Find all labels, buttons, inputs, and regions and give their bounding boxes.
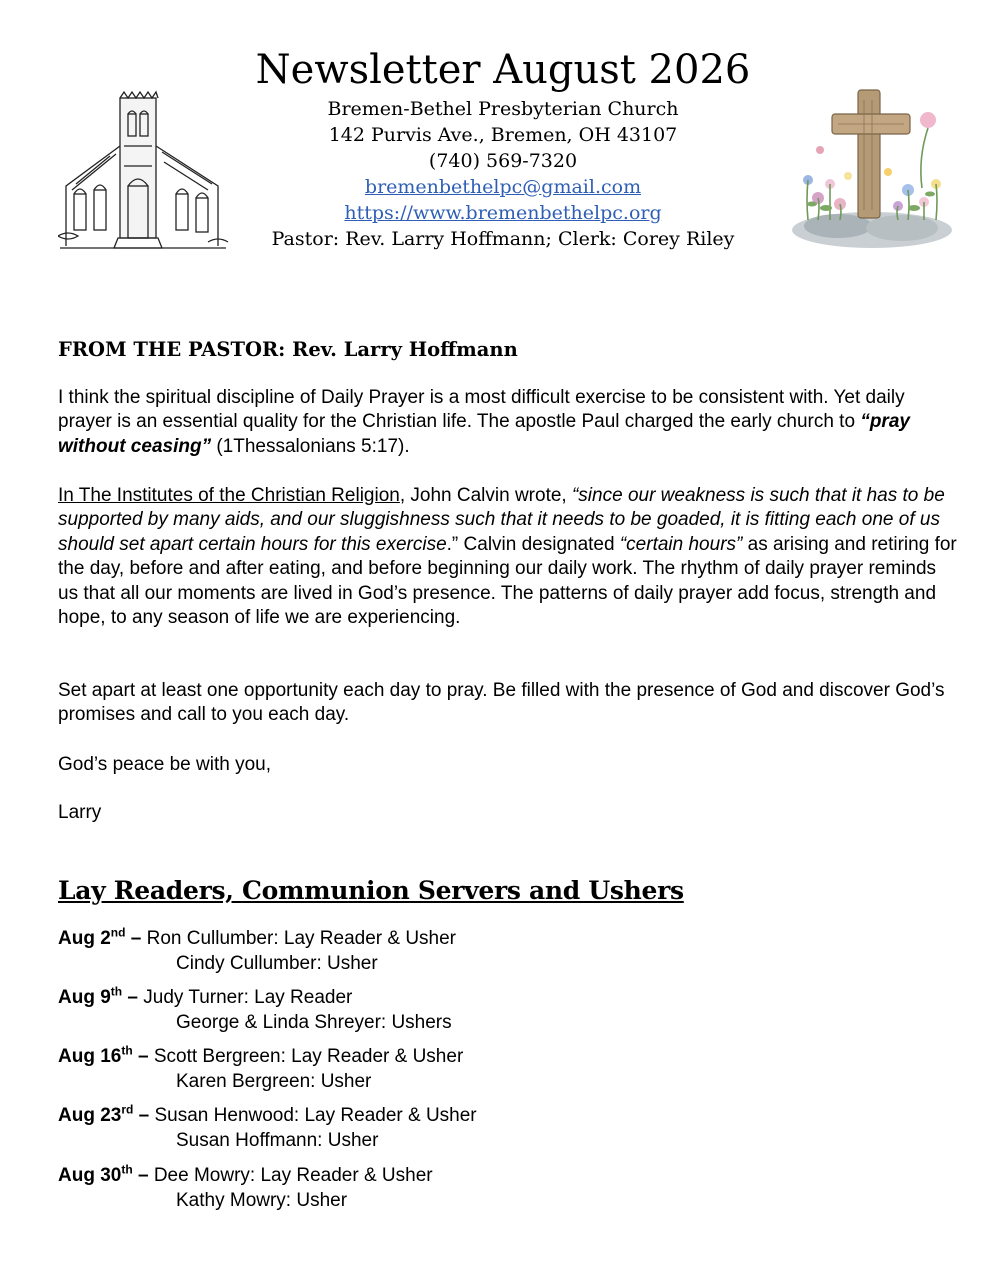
pastor-paragraph-3: Set apart at least one opportunity each day to pray. Be filled with the presence of God and discover God’s promises and call to you each day.	[58, 680, 945, 726]
schedule-entry: Aug 2nd – Ron Cullumber: Lay Reader & Usher Cindy Cullumber: Usher	[58, 925, 457, 974]
schedule-entry: Aug 16th – Scott Bergreen: Lay Reader & Usher Karen Bergreen: Usher	[58, 1043, 464, 1092]
church-illustration	[58, 86, 230, 256]
book-title: In The Institutes of the Christian Religion	[58, 485, 400, 506]
schedule-entry: Aug 23rd – Susan Henwood: Lay Reader & Usher Susan Hoffmann: Usher	[58, 1102, 477, 1151]
pastor-heading: FROM THE PASTOR: Rev. Larry Hoffmann	[58, 338, 518, 361]
church-name: Bremen-Bethel Presbyterian Church	[327, 98, 679, 120]
schedule-entry: Aug 30th – Dee Mowry: Lay Reader & Usher Kathy Mowry: Usher	[58, 1162, 433, 1211]
pastor-closing: God’s peace be with you,	[58, 754, 272, 775]
church-address: 142 Purvis Ave., Bremen, OH 43107	[328, 124, 678, 146]
pastor-paragraph-1: I think the spiritual discipline of Daily Prayer is a most difficult exercise to be consistent with. Yet daily prayer is an essential quality for the Christian life. The apostle Paul charged the early church to “pray without ceasing” (1Thessalonians 5:17).	[58, 387, 910, 457]
church-phone: (740) 569-7320	[428, 150, 578, 172]
website-link[interactable]: https://www.bremenbethelpc.org	[344, 202, 662, 224]
masthead	[230, 44, 776, 252]
lay-readers-heading: Lay Readers, Communion Servers and Ushers	[58, 876, 684, 905]
schedule-entry: Aug 9th – Judy Turner: Lay Reader George & Linda Shreyer: Ushers	[58, 984, 452, 1033]
email-link[interactable]: bremenbethelpc@gmail.com	[364, 176, 642, 198]
newsletter-title: Newsletter August 2026	[255, 47, 751, 93]
cross-flowers-illustration	[778, 80, 964, 256]
pastor-signature: Larry	[58, 802, 102, 823]
church-leaders: Pastor: Rev. Larry Hoffmann; Clerk: Corey Riley	[271, 228, 735, 250]
pastor-paragraph-2: In The Institutes of the Christian Religion, John Calvin wrote, “since our weakness is such that it has to be supported by many aids, and our sluggishness such that it needs to be goaded, it is fitting each one of us should set apart certain hours for this exercise.” Calvin designated “certain hours” as arising and retiring for the day, before and after eating, and before beginning our daily work. The rhythm of daily prayer reminds us that all our moments are lived in God’s presence. The patterns of daily prayer add focus, strength and hope, to any season of life we are experiencing.	[58, 485, 957, 629]
